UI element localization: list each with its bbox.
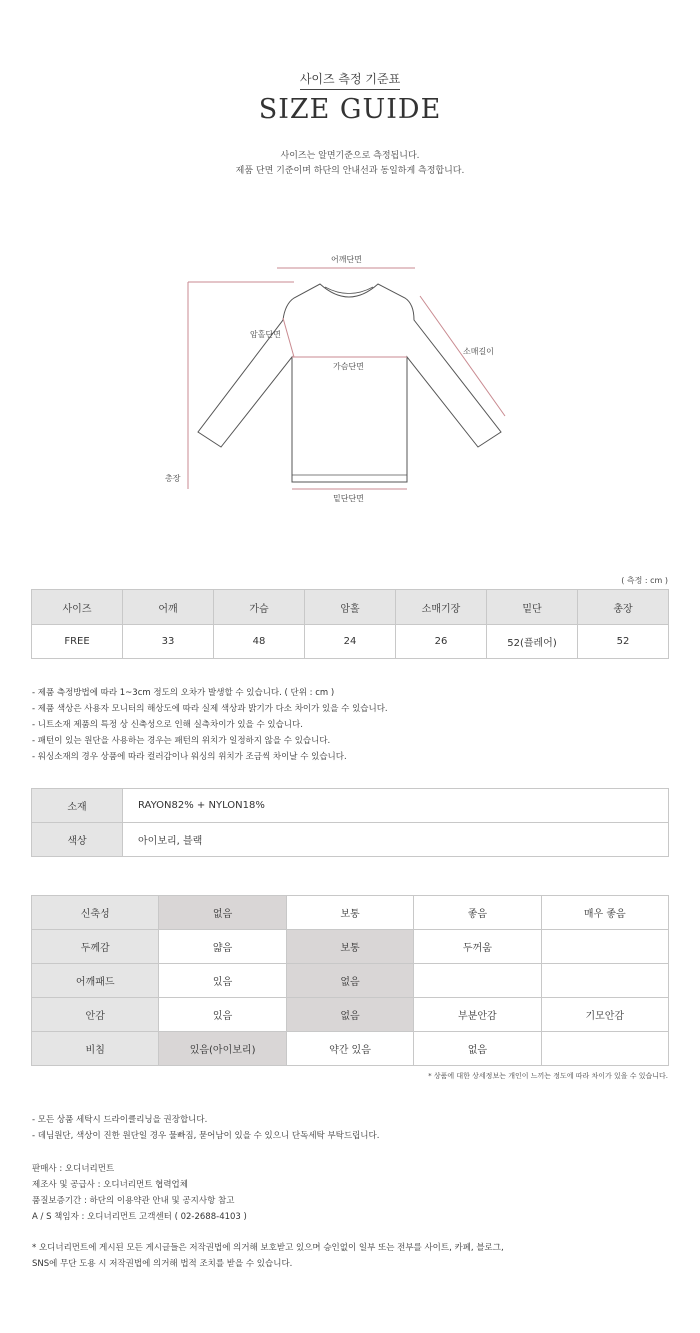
feature-cell: 보통 <box>286 896 413 930</box>
note-line: - 데님원단, 색상이 진한 원단일 경우 물빠짐, 묻어남이 있을 수 있으니 단독세탁 부탁드립니다. <box>32 1131 380 1141</box>
size-cell: 33 <box>123 625 214 659</box>
copyright-notice <box>32 1240 504 1272</box>
feature-label: 두께감 <box>32 930 159 964</box>
size-cell: 52 <box>578 625 669 659</box>
label-length: 총장 <box>165 474 181 483</box>
note-line: - 워싱소재의 경우 상품에 따라 컬러감이나 워싱의 위치가 조금씩 차이날 수 있습니다. <box>32 752 347 762</box>
intro-line: 사이즈는 알면기준으로 측정됩니다. <box>280 151 420 161</box>
size-cell: 48 <box>214 625 305 659</box>
feature-cell: 좋음 <box>414 896 541 930</box>
color-label: 색상 <box>32 823 123 857</box>
size-cell: FREE <box>32 625 123 659</box>
feature-cell: 매우 좋음 <box>541 896 668 930</box>
feature-cell: 부분안감 <box>414 998 541 1032</box>
label-armhole: 암홀단면 <box>250 330 281 339</box>
care-notes <box>32 1112 379 1144</box>
seller-line: 판매사 : 오디너리먼트 <box>32 1164 115 1174</box>
intro-line: 제품 단면 기준이며 하단의 안내선과 동일하게 측정합니다. <box>235 166 465 176</box>
armhole-line <box>283 318 294 357</box>
feature-cell-selected: 없음 <box>159 896 286 930</box>
page-title: SIZE GUIDE <box>258 94 442 125</box>
feature-cell: 두꺼움 <box>414 930 541 964</box>
feature-cell-selected: 있음(아이보리) <box>159 1032 286 1066</box>
kr-title: 사이즈 측정 기준표 <box>0 70 700 87</box>
copyright-line: SNS에 무단 도용 시 저작권법에 의거해 법적 조치를 받을 수 있습니다. <box>32 1259 293 1269</box>
feature-label: 신축성 <box>32 896 159 930</box>
table-row <box>32 789 669 823</box>
size-table-header-row <box>32 590 669 625</box>
feature-cell <box>414 964 541 998</box>
note-line: - 모든 상품 세탁시 드라이클리닝을 권장합니다. <box>32 1115 208 1125</box>
feature-table <box>31 895 669 1066</box>
feature-cell: 있음 <box>159 964 286 998</box>
sweater-outline <box>198 284 501 482</box>
feature-note: * 상품에 대한 상세정보는 개인이 느끼는 정도에 따라 차이가 있을 수 있습니다. <box>428 1072 668 1080</box>
material-value: RAYON82% + NYLON18% <box>123 789 669 823</box>
feature-cell-selected: 없음 <box>286 998 413 1032</box>
note-line: - 제품 측정방법에 따라 1~3cm 정도의 오차가 발생할 수 있습니다. ( 단위 : cm ) <box>32 688 335 698</box>
feature-cell: 약간 있음 <box>286 1032 413 1066</box>
feature-cell: 기모안감 <box>541 998 668 1032</box>
label-chest: 가슴단면 <box>333 362 364 371</box>
table-row <box>32 896 669 930</box>
sweater-illustration <box>0 240 700 510</box>
size-table-header: 사이즈 <box>32 590 123 625</box>
label-sleeve: 소매길이 <box>463 347 494 356</box>
size-table-header: 가슴 <box>214 590 305 625</box>
label-hem: 밑단단면 <box>333 494 364 503</box>
feature-cell: 얇음 <box>159 930 286 964</box>
feature-label: 비침 <box>32 1032 159 1066</box>
size-table-header: 어깨 <box>123 590 214 625</box>
size-table-header: 밑단 <box>487 590 578 625</box>
size-table-header: 암홀 <box>305 590 396 625</box>
intro-text <box>0 149 700 179</box>
feature-cell: 없음 <box>414 1032 541 1066</box>
table-row <box>32 823 669 857</box>
note-line: - 패턴이 있는 원단을 사용하는 경우는 패턴의 위치가 일정하지 않을 수 있습니다. <box>32 736 331 746</box>
feature-cell-selected: 없음 <box>286 964 413 998</box>
feature-cell <box>541 930 668 964</box>
seller-line: A / S 책임자 : 오디너리먼트 고객센터 ( 02-2688-4103 ) <box>32 1212 247 1222</box>
color-value: 아이보리, 블랙 <box>123 823 669 857</box>
label-shoulder: 어깨단면 <box>331 255 362 264</box>
feature-label: 어깨패드 <box>32 964 159 998</box>
table-row <box>32 625 669 659</box>
size-cell: 52(플레어) <box>487 625 578 659</box>
note-line: - 니트소재 제품의 특정 상 신축성으로 인해 실측차이가 있을 수 있습니다. <box>32 720 303 730</box>
feature-cell <box>541 1032 668 1066</box>
size-cell: 26 <box>396 625 487 659</box>
table-row <box>32 930 669 964</box>
measurement-diagram <box>0 240 700 510</box>
size-table <box>31 589 669 659</box>
table-row <box>32 964 669 998</box>
measurement-notes <box>32 685 388 765</box>
seller-info <box>32 1161 247 1225</box>
copyright-line: * 오디너리먼트에 게시된 모든 게시글들은 저작권법에 의거해 보호받고 있으며 승인없이 일부 또는 전부를 사이트, 카페, 블로그, <box>32 1243 504 1253</box>
table-row <box>32 1032 669 1066</box>
size-table-header: 소매기장 <box>396 590 487 625</box>
table-row <box>32 998 669 1032</box>
unit-note: ( 측정 : cm ) <box>621 576 668 585</box>
material-label: 소재 <box>32 789 123 823</box>
feature-cell-selected: 보통 <box>286 930 413 964</box>
material-table <box>31 788 669 857</box>
seller-line: 제조사 및 공급사 : 오디너리먼트 협력업체 <box>32 1180 188 1190</box>
size-cell: 24 <box>305 625 396 659</box>
seller-line: 품질보증기간 : 하단의 이용약관 안내 및 공지사항 참고 <box>32 1196 235 1206</box>
note-line: - 제품 색상은 사용자 모니터의 해상도에 따라 실제 색상과 밝기가 다소 차이가 있을 수 있습니다. <box>32 704 388 714</box>
feature-label: 안감 <box>32 998 159 1032</box>
feature-cell <box>541 964 668 998</box>
feature-cell: 있음 <box>159 998 286 1032</box>
size-table-header: 총장 <box>578 590 669 625</box>
